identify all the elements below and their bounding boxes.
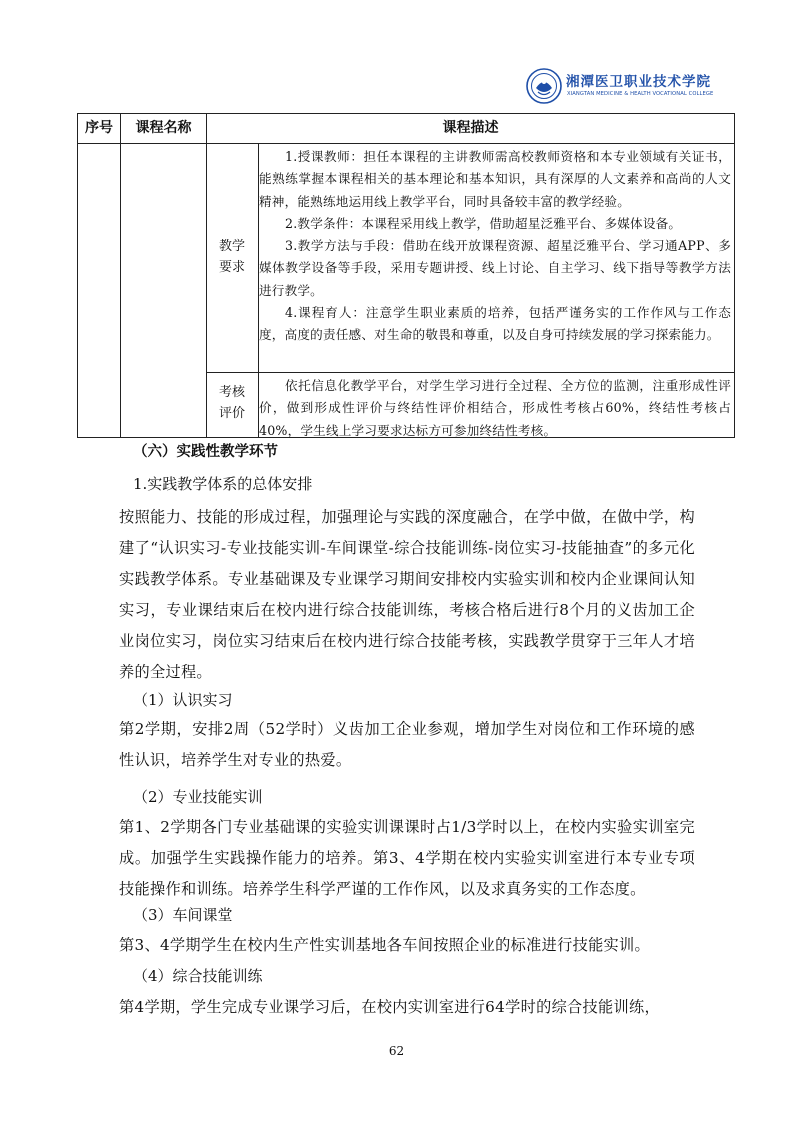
header-index: 序号 xyxy=(85,120,113,136)
header-row-divider xyxy=(78,143,734,144)
practice-system-text: 按照能力、技能的形成过程，加强理论与实践的深度融合，在学中做，在做中学，构建了“认识实习-专业技能实训-车间课堂-综合技能训练-岗位实习-技能抽查”的多元化实践教学体系。专业基础课及专业课学习期间安排校内实验实训和校内企业课间认知实习，专业课结束后在校内进行综合技能训练，考核合格后进行8个月的义齿加工企业岗位实习，岗位实习结束后在校内进行综合技能考核，实践教学贯穿于三年人才培养的全过程。 xyxy=(119,508,695,681)
item-text: 第1、2学期各门专业基础课的实验实训课课时占1/3学时以上，在校内实验实训室完成。加强学生实践操作能力的培养。第3、4学期在校内实验实训室进行本专业专项技能操作和训练。培养学生科学严谨的工作作风，以及求真务实的工作态度。 xyxy=(119,818,695,898)
teaching-requirements-description xyxy=(259,146,731,347)
header-course-description: 课程描述 xyxy=(442,120,499,136)
assessment-paragraph: 依托信息化教学平台，对学生学习进行全过程、全方位的监测，注重形成性评价，做到形成性评价与终结性评价相结合，形成性考核占60%，终结性考核占40%，学生线上学习要求达标方可参加终结性考核。 xyxy=(259,378,731,438)
requirement-paragraph: 2.教学条件：本课程采用线上教学，借助超星泛雅平台、多媒体设备。 xyxy=(285,215,682,231)
row-divider xyxy=(206,372,734,373)
sub-heading: 1.实践教学体系的总体安排 xyxy=(133,475,313,493)
requirement-paragraph: 4.课程育人：注意学生职业素质的培养，包括严谨务实的工作作风与工作态度，高度的责任感、对生命的敬畏和尊重，以及自身可持续发展的学习探索能力。 xyxy=(259,305,731,343)
row-label-text: 考核评价 xyxy=(218,385,245,421)
item-text-comprehensive-training xyxy=(119,992,695,1023)
item-title-cognitive-practice: （1）认识实习 xyxy=(133,691,233,709)
item-text: 第3、4学期学生在校内生产性实训基地各车间按照企业的标准进行技能实训。 xyxy=(119,936,651,954)
row-label-teaching-requirements xyxy=(207,236,257,278)
practice-system-paragraph xyxy=(119,502,695,688)
college-emblem-icon xyxy=(526,68,562,104)
college-name-cn: 湘潭医卫职业技术学院 xyxy=(566,74,711,90)
item-text-workshop-classroom xyxy=(119,930,695,961)
requirement-paragraph: 1.授课教师：担任本课程的主讲教师需高校教师资格和本专业领域有关证书，能熟练掌握本课程相关的基本理论和基本知识，具有深厚的人文素养和高尚的人文精神，能熟练地运用线上教学平台，同时具备较丰富的教学经验。 xyxy=(259,149,731,209)
course-description-table xyxy=(77,113,735,438)
item-title-workshop-classroom: （3）车间课堂 xyxy=(133,906,233,924)
item-text-cognitive-practice xyxy=(119,714,695,776)
item-title-skill-training: （2）专业技能实训 xyxy=(133,788,263,806)
assessment-description xyxy=(259,375,731,442)
page-number: 62 xyxy=(388,1044,405,1058)
college-logo xyxy=(526,66,716,106)
section-heading: （六）实践性教学环节 xyxy=(133,444,278,460)
item-text: 第2学期，安排2周（52学时）义齿加工企业参观，增加学生对岗位和工作环境的感性认识，培养学生对专业的热爱。 xyxy=(119,720,695,769)
item-text: 第4学期，学生完成专业课学习后，在校内实训室进行64学时的综合技能训练， xyxy=(119,998,660,1016)
item-text-skill-training xyxy=(119,812,695,905)
requirement-paragraph: 3.教学方法与手段：借助在线开放课程资源、超星泛雅平台、学习通APP、多媒体教学设备等手段，采用专题讲授、线上讨论、自主学习、线下指导等教学方法进行教学。 xyxy=(259,238,731,298)
item-title-comprehensive-training: （4）综合技能训练 xyxy=(133,967,263,985)
row-label-assessment xyxy=(207,382,257,424)
col-divider-1 xyxy=(120,114,121,437)
header-course-name: 课程名称 xyxy=(135,120,192,136)
row-label-text: 教学要求 xyxy=(218,239,245,275)
college-name-en: XIANGTAN MEDICINE & HEALTH VOCATIONAL COLLEGE xyxy=(567,91,714,97)
